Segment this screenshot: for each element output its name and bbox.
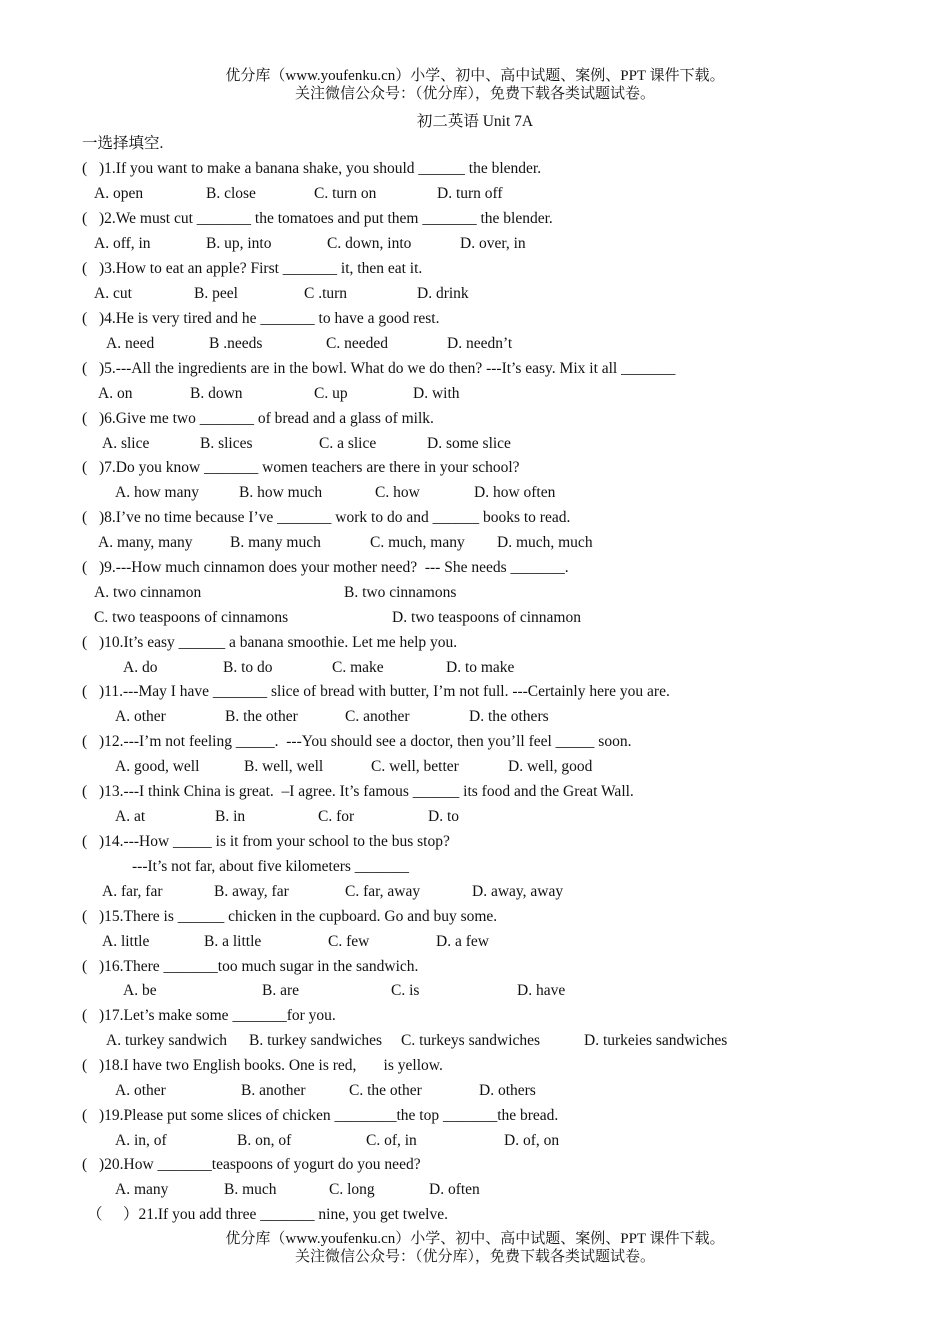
question-14-option-c[interactable]: C. far, away bbox=[345, 883, 421, 900]
answer-blank[interactable]: ( bbox=[82, 360, 88, 377]
question-2-option-b[interactable]: B. up, into bbox=[206, 235, 272, 252]
question-8-option-c[interactable]: C. much, many bbox=[370, 534, 465, 551]
page-header bbox=[0, 67, 950, 103]
question-16 bbox=[82, 957, 418, 977]
answer-blank[interactable]: ( bbox=[82, 410, 88, 427]
question-15 bbox=[82, 907, 497, 927]
question-11 bbox=[82, 682, 670, 702]
question-12-option-b[interactable]: B. well, well bbox=[244, 758, 324, 775]
question-16-option-d[interactable]: D. have bbox=[517, 982, 566, 999]
question-3-option-a[interactable]: A. cut bbox=[94, 285, 132, 302]
question-1-option-b[interactable]: B. close bbox=[206, 185, 256, 202]
question-17 bbox=[82, 1006, 336, 1026]
question-5-option-b[interactable]: B. down bbox=[190, 385, 243, 402]
question-19-option-c[interactable]: C. of, in bbox=[366, 1132, 417, 1149]
answer-blank[interactable]: ( bbox=[82, 1007, 88, 1024]
question-4-option-c[interactable]: C. needed bbox=[326, 335, 388, 352]
header-line-2: 关注微信公众号：（优分库），免费下载各类试题试卷。 bbox=[294, 86, 655, 102]
question-9-option-a[interactable]: A. two cinnamon bbox=[94, 584, 202, 601]
question-15-option-c[interactable]: C. few bbox=[328, 933, 370, 950]
question-20-option-b[interactable]: B. much bbox=[224, 1181, 277, 1198]
answer-blank[interactable]: ( bbox=[82, 509, 88, 526]
question-10-option-d[interactable]: D. to make bbox=[446, 659, 515, 676]
question-15-option-d[interactable]: D. a few bbox=[436, 933, 489, 950]
answer-blank[interactable]: ( bbox=[82, 833, 88, 850]
question-7-option-a[interactable]: A. how many bbox=[115, 484, 199, 501]
answer-blank[interactable]: ( bbox=[82, 1107, 88, 1124]
question-9-option-b[interactable]: B. two cinnamons bbox=[344, 584, 457, 601]
question-18-option-d[interactable]: D. others bbox=[479, 1082, 536, 1099]
question-text: )9.---How much cinnamon does your mother need? --- She needs _______. bbox=[99, 559, 569, 576]
question-18 bbox=[82, 1056, 443, 1076]
question-5-option-d[interactable]: D. with bbox=[413, 385, 460, 402]
question-18-option-b[interactable]: B. another bbox=[241, 1082, 306, 1099]
question-19-option-d[interactable]: D. of, on bbox=[504, 1132, 560, 1149]
question-4-option-b[interactable]: B .needs bbox=[209, 335, 263, 352]
question-text: )18.I have two English books. One is red, is yellow. bbox=[99, 1057, 443, 1074]
question-6-option-b[interactable]: B. slices bbox=[200, 435, 253, 452]
question-13-option-d[interactable]: D. to bbox=[428, 808, 459, 825]
question-8-option-b[interactable]: B. many much bbox=[230, 534, 321, 551]
question-text: ）21.If you add three _______ nine, you get twelve. bbox=[123, 1206, 448, 1223]
question-text: )2.We must cut _______ the tomatoes and put them _______ the blender. bbox=[99, 210, 553, 227]
question-text: )13.---I think China is great. –I agree. It’s famous ______ its food and the Great Wall. bbox=[99, 783, 634, 800]
answer-blank[interactable]: ( bbox=[82, 210, 88, 227]
question-7-option-d[interactable]: D. how often bbox=[474, 484, 556, 501]
answer-blank[interactable]: ( bbox=[82, 559, 88, 576]
answer-blank[interactable]: ( bbox=[82, 683, 88, 700]
question-text: )14.---How _____ is it from your school to the bus stop? bbox=[99, 833, 450, 850]
answer-blank[interactable]: ( bbox=[82, 958, 88, 975]
question-10-option-a[interactable]: A. do bbox=[123, 659, 158, 676]
question-3 bbox=[82, 259, 422, 279]
question-17-option-c[interactable]: C. turkeys sandwiches bbox=[401, 1032, 541, 1049]
question-4-option-d[interactable]: D. needn’t bbox=[447, 335, 513, 352]
question-15-option-b[interactable]: B. a little bbox=[204, 933, 262, 950]
question-11-option-b[interactable]: B. the other bbox=[225, 708, 298, 725]
question-8 bbox=[82, 508, 570, 528]
page-footer bbox=[0, 1230, 950, 1266]
question-11-option-d[interactable]: D. the others bbox=[469, 708, 549, 725]
question-13-option-b[interactable]: B. in bbox=[215, 808, 246, 825]
question-16-option-c[interactable]: C. is bbox=[391, 982, 420, 999]
answer-blank[interactable]: ( bbox=[82, 260, 88, 277]
question-text: )15.There is ______ chicken in the cupboard. Go and buy some. bbox=[99, 908, 498, 925]
question-6-option-a[interactable]: A. slice bbox=[102, 435, 150, 452]
question-12-option-c[interactable]: C. well, better bbox=[371, 758, 459, 775]
answer-blank[interactable]: ( bbox=[82, 733, 88, 750]
question-6-option-c[interactable]: C. a slice bbox=[319, 435, 377, 452]
question-text: )3.How to eat an apple? First _______ it, then eat it. bbox=[99, 260, 423, 277]
question-19-option-a[interactable]: A. in, of bbox=[115, 1132, 167, 1149]
footer-line-2: 关注微信公众号：（优分库），免费下载各类试题试卷。 bbox=[294, 1249, 655, 1265]
question-12 bbox=[82, 732, 631, 752]
question-6 bbox=[82, 409, 434, 429]
question-5-option-a[interactable]: A. on bbox=[98, 385, 133, 402]
question-10-option-b[interactable]: B. to do bbox=[223, 659, 273, 676]
question-18-option-a[interactable]: A. other bbox=[115, 1082, 166, 1099]
question-text: )10.It’s easy ______ a banana smoothie. Let me help you. bbox=[99, 634, 458, 651]
question-11-option-a[interactable]: A. other bbox=[115, 708, 166, 725]
question-7-option-c[interactable]: C. how bbox=[375, 484, 420, 501]
question-13 bbox=[82, 782, 634, 802]
question-1-option-a[interactable]: A. open bbox=[94, 185, 144, 202]
question-text: )20.How _______teaspoons of yogurt do you need? bbox=[99, 1156, 421, 1173]
question-19 bbox=[82, 1106, 558, 1126]
question-6-option-d[interactable]: D. some slice bbox=[427, 435, 511, 452]
question-text: )5.---All the ingredients are in the bowl. What do we do then? ---It’s easy. Mix it all _______ bbox=[99, 360, 676, 377]
question-text: )19.Please put some slices of chicken ________the top _______the bread. bbox=[99, 1107, 559, 1124]
header-line-1: 优分库（www.youfenku.cn）小学、初中、高中试题、案例、PPT 课件下载。 bbox=[225, 68, 725, 84]
question-3-option-c[interactable]: C .turn bbox=[304, 285, 348, 302]
question-9 bbox=[82, 558, 569, 578]
question-9-option-d[interactable]: D. two teaspoons of cinnamon bbox=[392, 609, 581, 626]
question-text: )6.Give me two _______ of bread and a glass of milk. bbox=[99, 410, 434, 427]
question-2 bbox=[82, 209, 553, 229]
question-20-option-d[interactable]: D. often bbox=[429, 1181, 480, 1198]
question-5 bbox=[82, 359, 675, 379]
question-16-option-a[interactable]: A. be bbox=[123, 982, 157, 999]
answer-blank[interactable]: ( bbox=[82, 908, 88, 925]
question-20-option-c[interactable]: C. long bbox=[329, 1181, 375, 1198]
question-21 bbox=[87, 1205, 448, 1225]
question-5-option-c[interactable]: C. up bbox=[314, 385, 348, 402]
question-19-option-b[interactable]: B. on, of bbox=[237, 1132, 292, 1149]
question-3-option-b[interactable]: B. peel bbox=[194, 285, 238, 302]
question-8-option-d[interactable]: D. much, much bbox=[497, 534, 593, 551]
answer-blank[interactable]: ( bbox=[82, 310, 88, 327]
question-15-option-a[interactable]: A. little bbox=[102, 933, 150, 950]
answer-blank[interactable]: ( bbox=[82, 459, 88, 476]
question-16-option-b[interactable]: B. are bbox=[262, 982, 300, 999]
question-18-option-c[interactable]: C. the other bbox=[349, 1082, 422, 1099]
answer-blank[interactable]: ( bbox=[82, 160, 88, 177]
question-8-option-a[interactable]: A. many, many bbox=[98, 534, 193, 551]
page-title: 初二英语 Unit 7A bbox=[416, 113, 534, 130]
question-text: )1.If you want to make a banana shake, you should ______ the blender. bbox=[99, 160, 542, 177]
question-12-option-d[interactable]: D. well, good bbox=[508, 758, 593, 775]
question-2-option-d[interactable]: D. over, in bbox=[460, 235, 526, 252]
question-3-option-d[interactable]: D. drink bbox=[417, 285, 469, 302]
answer-blank[interactable]: ( bbox=[82, 783, 88, 800]
answer-blank[interactable]: ( bbox=[82, 1057, 88, 1074]
question-2-option-a[interactable]: A. off, in bbox=[94, 235, 151, 252]
question-14-reply: ---It’s not far, about five kilometers _______ bbox=[132, 858, 410, 875]
question-17-option-b[interactable]: B. turkey sandwiches bbox=[249, 1032, 383, 1049]
question-1 bbox=[82, 159, 541, 179]
question-13-option-a[interactable]: A. at bbox=[115, 808, 146, 825]
question-7 bbox=[82, 458, 520, 478]
question-10 bbox=[82, 633, 457, 653]
question-14 bbox=[82, 832, 450, 852]
question-1-option-d[interactable]: D. turn off bbox=[437, 185, 503, 202]
question-text: )7.Do you know _______ women teachers are there in your school? bbox=[99, 459, 520, 476]
question-7-option-b[interactable]: B. how much bbox=[239, 484, 323, 501]
question-10-option-c[interactable]: C. make bbox=[332, 659, 384, 676]
answer-blank[interactable]: （ bbox=[87, 1206, 103, 1223]
question-4-option-a[interactable]: A. need bbox=[106, 335, 155, 352]
question-text: )11.---May I have _______ slice of bread with butter, I’m not full. ---Certainly here you are. bbox=[99, 683, 670, 700]
question-2-option-c[interactable]: C. down, into bbox=[327, 235, 412, 252]
question-11-option-c[interactable]: C. another bbox=[345, 708, 410, 725]
section-heading: 一选择填空. bbox=[82, 135, 164, 152]
question-14-option-d[interactable]: D. away, away bbox=[472, 883, 564, 900]
question-13-option-c[interactable]: C. for bbox=[318, 808, 355, 825]
answer-blank[interactable]: ( bbox=[82, 1156, 88, 1173]
question-20 bbox=[82, 1155, 421, 1175]
question-text: )16.There _______too much sugar in the sandwich. bbox=[99, 958, 419, 975]
question-17-option-d[interactable]: D. turkeies sandwiches bbox=[584, 1032, 728, 1049]
question-text: )12.---I’m not feeling _____. ---You should see a doctor, then you’ll feel _____ soon. bbox=[99, 733, 632, 750]
question-12-option-a[interactable]: A. good, well bbox=[115, 758, 200, 775]
footer-line-1: 优分库（www.youfenku.cn）小学、初中、高中试题、案例、PPT 课件下载。 bbox=[225, 1231, 725, 1247]
question-1-option-c[interactable]: C. turn on bbox=[314, 185, 377, 202]
question-17-option-a[interactable]: A. turkey sandwich bbox=[106, 1032, 227, 1049]
question-4 bbox=[82, 309, 439, 329]
answer-blank[interactable]: ( bbox=[82, 634, 88, 651]
question-9-option-c[interactable]: C. two teaspoons of cinnamons bbox=[94, 609, 289, 626]
question-14-option-a[interactable]: A. far, far bbox=[102, 883, 163, 900]
question-text: )4.He is very tired and he _______ to have a good rest. bbox=[99, 310, 440, 327]
question-text: )17.Let’s make some _______for you. bbox=[99, 1007, 336, 1024]
question-20-option-a[interactable]: A. many bbox=[115, 1181, 169, 1198]
question-text: )8.I’ve no time because I’ve _______ work to do and ______ books to read. bbox=[99, 509, 571, 526]
question-14-option-b[interactable]: B. away, far bbox=[214, 883, 289, 900]
